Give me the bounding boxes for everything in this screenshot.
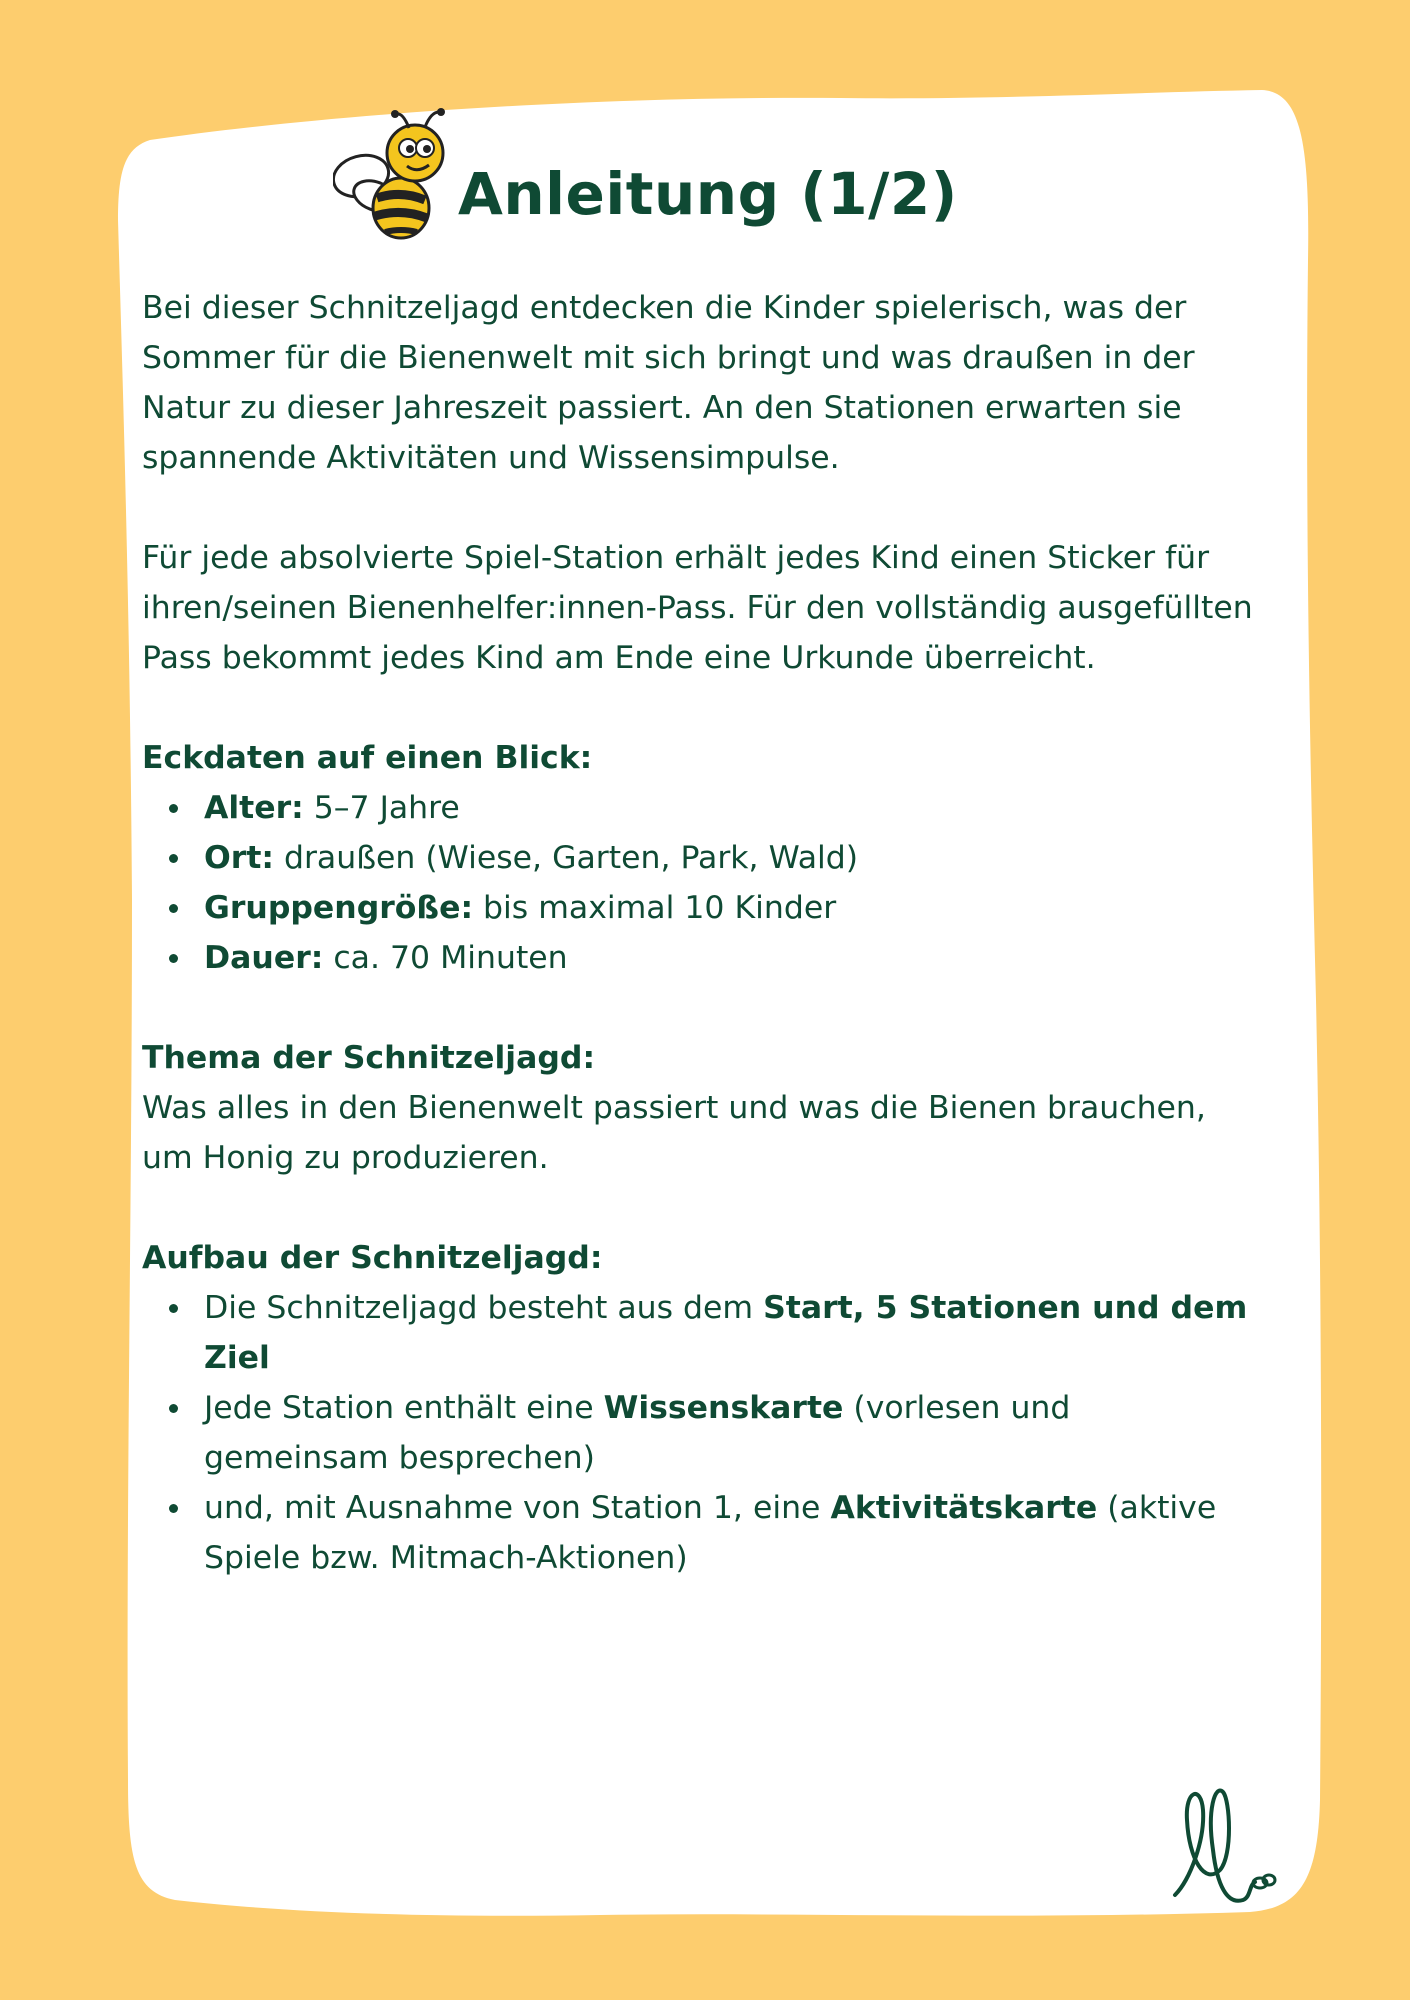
list-item: Alter: 5–7 Jahre (204, 783, 1262, 833)
list-item: Ort: draußen (Wiese, Garten, Park, Wald) (204, 833, 1262, 883)
eckdaten-heading: Eckdaten auf einen Blick: (142, 740, 593, 776)
bee-icon (333, 108, 463, 243)
list-item: Die Schnitzeljagd besteht aus dem Start, 5 Stationen und dem Ziel (204, 1283, 1262, 1383)
sticker-paragraph: Für jede absolvierte Spiel-Station erhält jedes Kind einen Sticker für ihren/seinen Bienenhelfer:innen-Pass. Für den vollständig ausgefüllten Pass bekommt jedes Kind am Ende eine Urkunde überreicht. (142, 540, 1253, 676)
list-item: Jede Station enthält eine Wissenskarte (vorlesen und gemeinsam besprechen) (204, 1383, 1262, 1483)
thema-text: Was alles in den Bienenwelt passiert und was die Bienen brauchen, um Honig zu produzieren. (142, 1090, 1206, 1176)
aufbau-list (142, 1283, 1262, 1583)
thema-heading: Thema der Schnitzeljagd: (142, 1040, 596, 1076)
aufbau-heading: Aufbau der Schnitzeljagd: (142, 1240, 603, 1276)
page-title: Anleitung (1/2) (458, 160, 958, 228)
list-item: und, mit Ausnahme von Station 1, eine Aktivitätskarte (aktive Spiele bzw. Mitmach-Aktionen) (204, 1483, 1262, 1583)
list-item: Dauer: ca. 70 Minuten (204, 933, 1262, 983)
content-body (142, 283, 1262, 1583)
list-item: Gruppengröße: bis maximal 10 Kinder (204, 883, 1262, 933)
intro-paragraph: Bei dieser Schnitzeljagd entdecken die Kinder spielerisch, was der Sommer für die Bienenwelt mit sich bringt und was draußen in der Natur zu dieser Jahreszeit passiert. An den Stationen erwarten sie spannende Aktivitäten und Wissensimpulse. (142, 290, 1195, 476)
eckdaten-list (142, 783, 1262, 983)
signature-logo (1165, 1770, 1285, 1920)
